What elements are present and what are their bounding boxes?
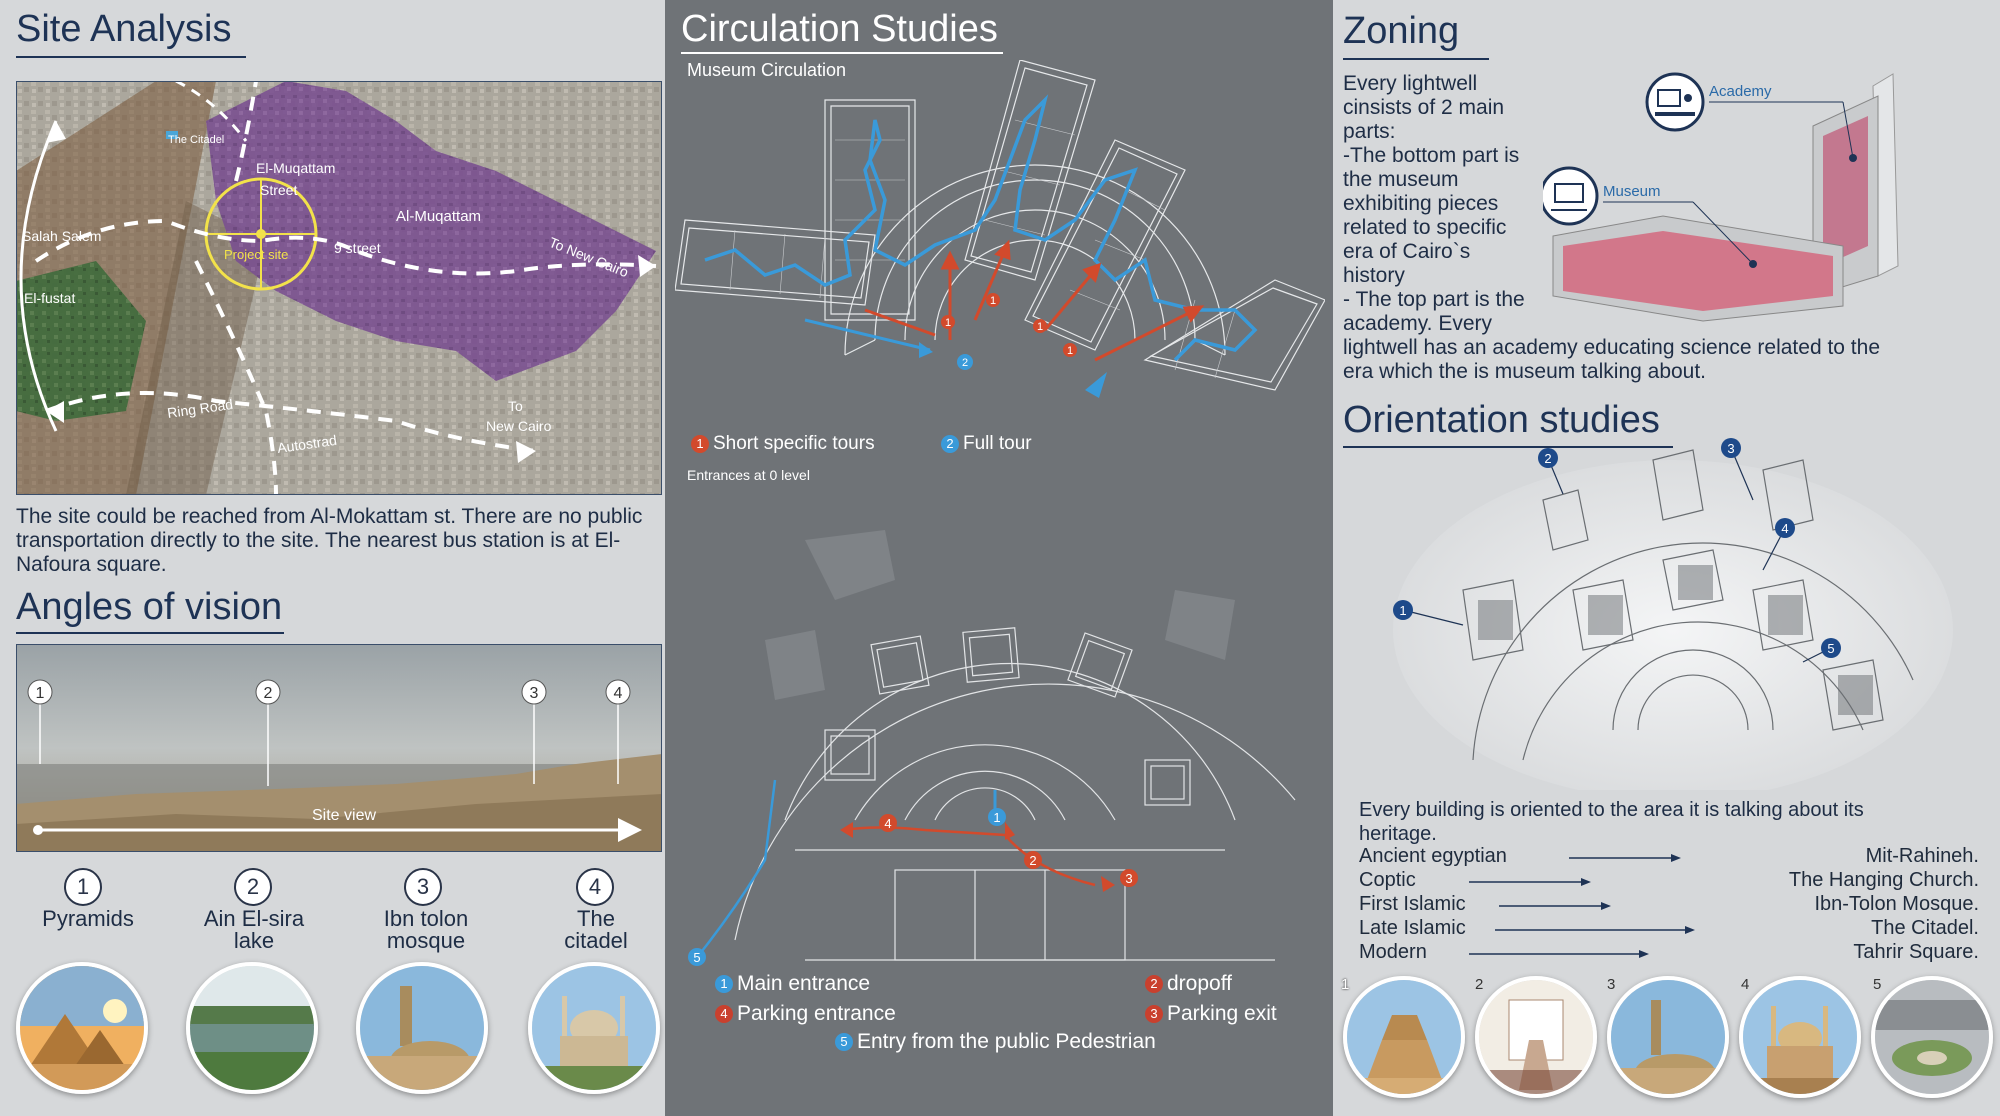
svg-text:1: 1 <box>1399 603 1407 618</box>
title-underline <box>16 632 284 634</box>
hanging-church-photo <box>1475 976 1597 1098</box>
map-label-ring-road: Ring Road <box>166 395 234 421</box>
pyramids-photo <box>16 962 148 1094</box>
view-number-2: 2 <box>234 868 272 906</box>
museum-icon <box>1543 168 1597 224</box>
tahrir-square-photo <box>1871 976 1993 1098</box>
svg-text:2: 2 <box>263 685 273 702</box>
orientation-title: Orientation studies <box>1343 399 1660 441</box>
site-analysis-panel <box>0 0 665 1116</box>
pair-row: Coptic The Hanging Church. <box>1359 869 1979 891</box>
map-label-salah-salem: Salah Salem <box>22 228 102 244</box>
orientation-plan <box>1393 430 1953 790</box>
svg-text:2: 2 <box>961 357 969 369</box>
view-number-1: 1 <box>64 868 102 906</box>
photo-num-3: 3 <box>1607 976 1616 993</box>
map-label-to-1: To <box>508 398 523 414</box>
museum-circulation-subtitle: Museum Circulation <box>687 60 847 80</box>
svg-text:1: 1 <box>1066 345 1074 357</box>
angles-of-vision-title: Angles of vision <box>16 586 283 628</box>
view-number-4: 4 <box>576 868 614 906</box>
pair-row: Late Islamic The Citadel. <box>1359 917 1979 939</box>
step-pyramid-photo <box>1343 976 1465 1098</box>
site-analysis-title: Site Analysis <box>16 8 232 50</box>
ain-el-sira-lake-photo <box>186 962 318 1094</box>
svg-text:4: 4 <box>613 685 623 702</box>
site-view-label: Site view <box>312 807 377 824</box>
map-label-muqattam-street-1: El-Muqattam <box>256 160 336 176</box>
legend-parking-entrance: 4 Parking entrance <box>715 1002 896 1026</box>
site-description: The site could be reached from Al-Mokattam st. There are no public transportation directly to the site. The nearest bus station is at El-Nafoura square. <box>16 505 643 576</box>
academy-label: Academy <box>1709 83 1772 100</box>
map-label-autostrad: Autostrad <box>276 431 338 456</box>
map-label-el-fustat: El-fustat <box>24 290 76 306</box>
legend-parking-exit: 3 Parking exit <box>1145 1002 1277 1026</box>
zoning-orientation-panel <box>1333 0 2000 1116</box>
map-label-al-muqattam: Al-Muqattam <box>396 208 482 225</box>
view-label-4: The citadel <box>564 906 628 953</box>
view-label-2: Ain El-sira lake <box>203 906 305 953</box>
svg-text:1: 1 <box>35 685 45 702</box>
photo-num-1: 1 <box>1341 976 1350 993</box>
site-view-panorama <box>16 644 662 852</box>
site-entrance-plan <box>675 520 1325 970</box>
zoning-section-diagram <box>1543 66 1993 326</box>
entrances-note: Entrances at 0 level <box>687 467 810 483</box>
map-label-muqattam-street-2: Street <box>260 182 298 198</box>
view-number-3: 3 <box>404 868 442 906</box>
svg-text:4: 4 <box>1781 521 1789 536</box>
museum-label: Museum <box>1603 183 1661 200</box>
citadel-photo <box>528 962 660 1094</box>
ibn-tolon-photo <box>1607 976 1729 1098</box>
site-map <box>16 81 662 495</box>
map-label-citadel: The Citadel <box>168 134 225 146</box>
circulation-title: Circulation Studies <box>681 8 998 50</box>
svg-text:1: 1 <box>1036 321 1044 333</box>
svg-text:1: 1 <box>944 317 952 329</box>
view-label-3: Ibn tolon mosque <box>383 906 469 953</box>
title-underline <box>681 52 1003 54</box>
pair-row: Ancient egyptian Mit-Rahineh. <box>1359 845 1979 867</box>
pair-row: Modern Tahrir Square. <box>1359 941 1979 963</box>
legend-dropoff: 2 dropoff <box>1145 972 1232 996</box>
museum-circulation-plan <box>675 60 1325 450</box>
legend-full-tour: 2 Full tour <box>941 433 1032 455</box>
svg-text:2: 2 <box>1029 853 1037 868</box>
pair-row: First Islamic Ibn-Tolon Mosque. <box>1359 893 1979 915</box>
photo-num-4: 4 <box>1741 976 1750 993</box>
orientation-pairs <box>1359 845 1979 965</box>
legend-short-tours: 1 Short specific tours <box>691 433 875 455</box>
map-label-9-street: 9 street <box>334 240 381 256</box>
ibn-tolon-mosque-photo <box>356 962 488 1094</box>
photo-num-5: 5 <box>1873 976 1882 993</box>
title-underline <box>1343 58 1489 60</box>
svg-text:5: 5 <box>1827 641 1835 656</box>
zoning-text: Every lightwell cinsists of 2 main parts: -The bottom part is the museum exhibiting pieces related to specific era of Cairo`s history - The top part is the academy. Every lightwell has an academy educating science related to the era which the is museum talking about. <box>1343 72 1880 383</box>
map-label-to-new-cairo: To New Cairo <box>546 233 631 281</box>
svg-text:1: 1 <box>993 810 1001 825</box>
svg-text:4: 4 <box>884 816 892 831</box>
svg-text:3: 3 <box>1727 441 1735 456</box>
zoning-title: Zoning <box>1343 10 1460 52</box>
title-underline <box>16 56 246 58</box>
legend-main-entrance: 1 Main entrance <box>715 972 870 996</box>
view-label-1: Pyramids <box>42 906 134 931</box>
svg-text:1: 1 <box>989 295 997 307</box>
photo-num-2: 2 <box>1475 976 1484 993</box>
svg-text:3: 3 <box>1125 871 1133 886</box>
svg-text:5: 5 <box>693 950 701 965</box>
svg-text:2: 2 <box>1544 451 1552 466</box>
citadel-orientation-photo <box>1739 976 1861 1098</box>
legend-pedestrian-entry: 5 Entry from the public Pedestrian <box>835 1030 1156 1054</box>
orientation-intro: Every building is oriented to the area it is talking about its heritage. <box>1359 799 1864 845</box>
map-label-project-site: Project site <box>224 247 289 262</box>
map-label-new-cairo: New Cairo <box>486 418 552 434</box>
circulation-panel <box>665 0 1333 1116</box>
academy-icon <box>1647 74 1703 130</box>
svg-text:3: 3 <box>529 685 539 702</box>
